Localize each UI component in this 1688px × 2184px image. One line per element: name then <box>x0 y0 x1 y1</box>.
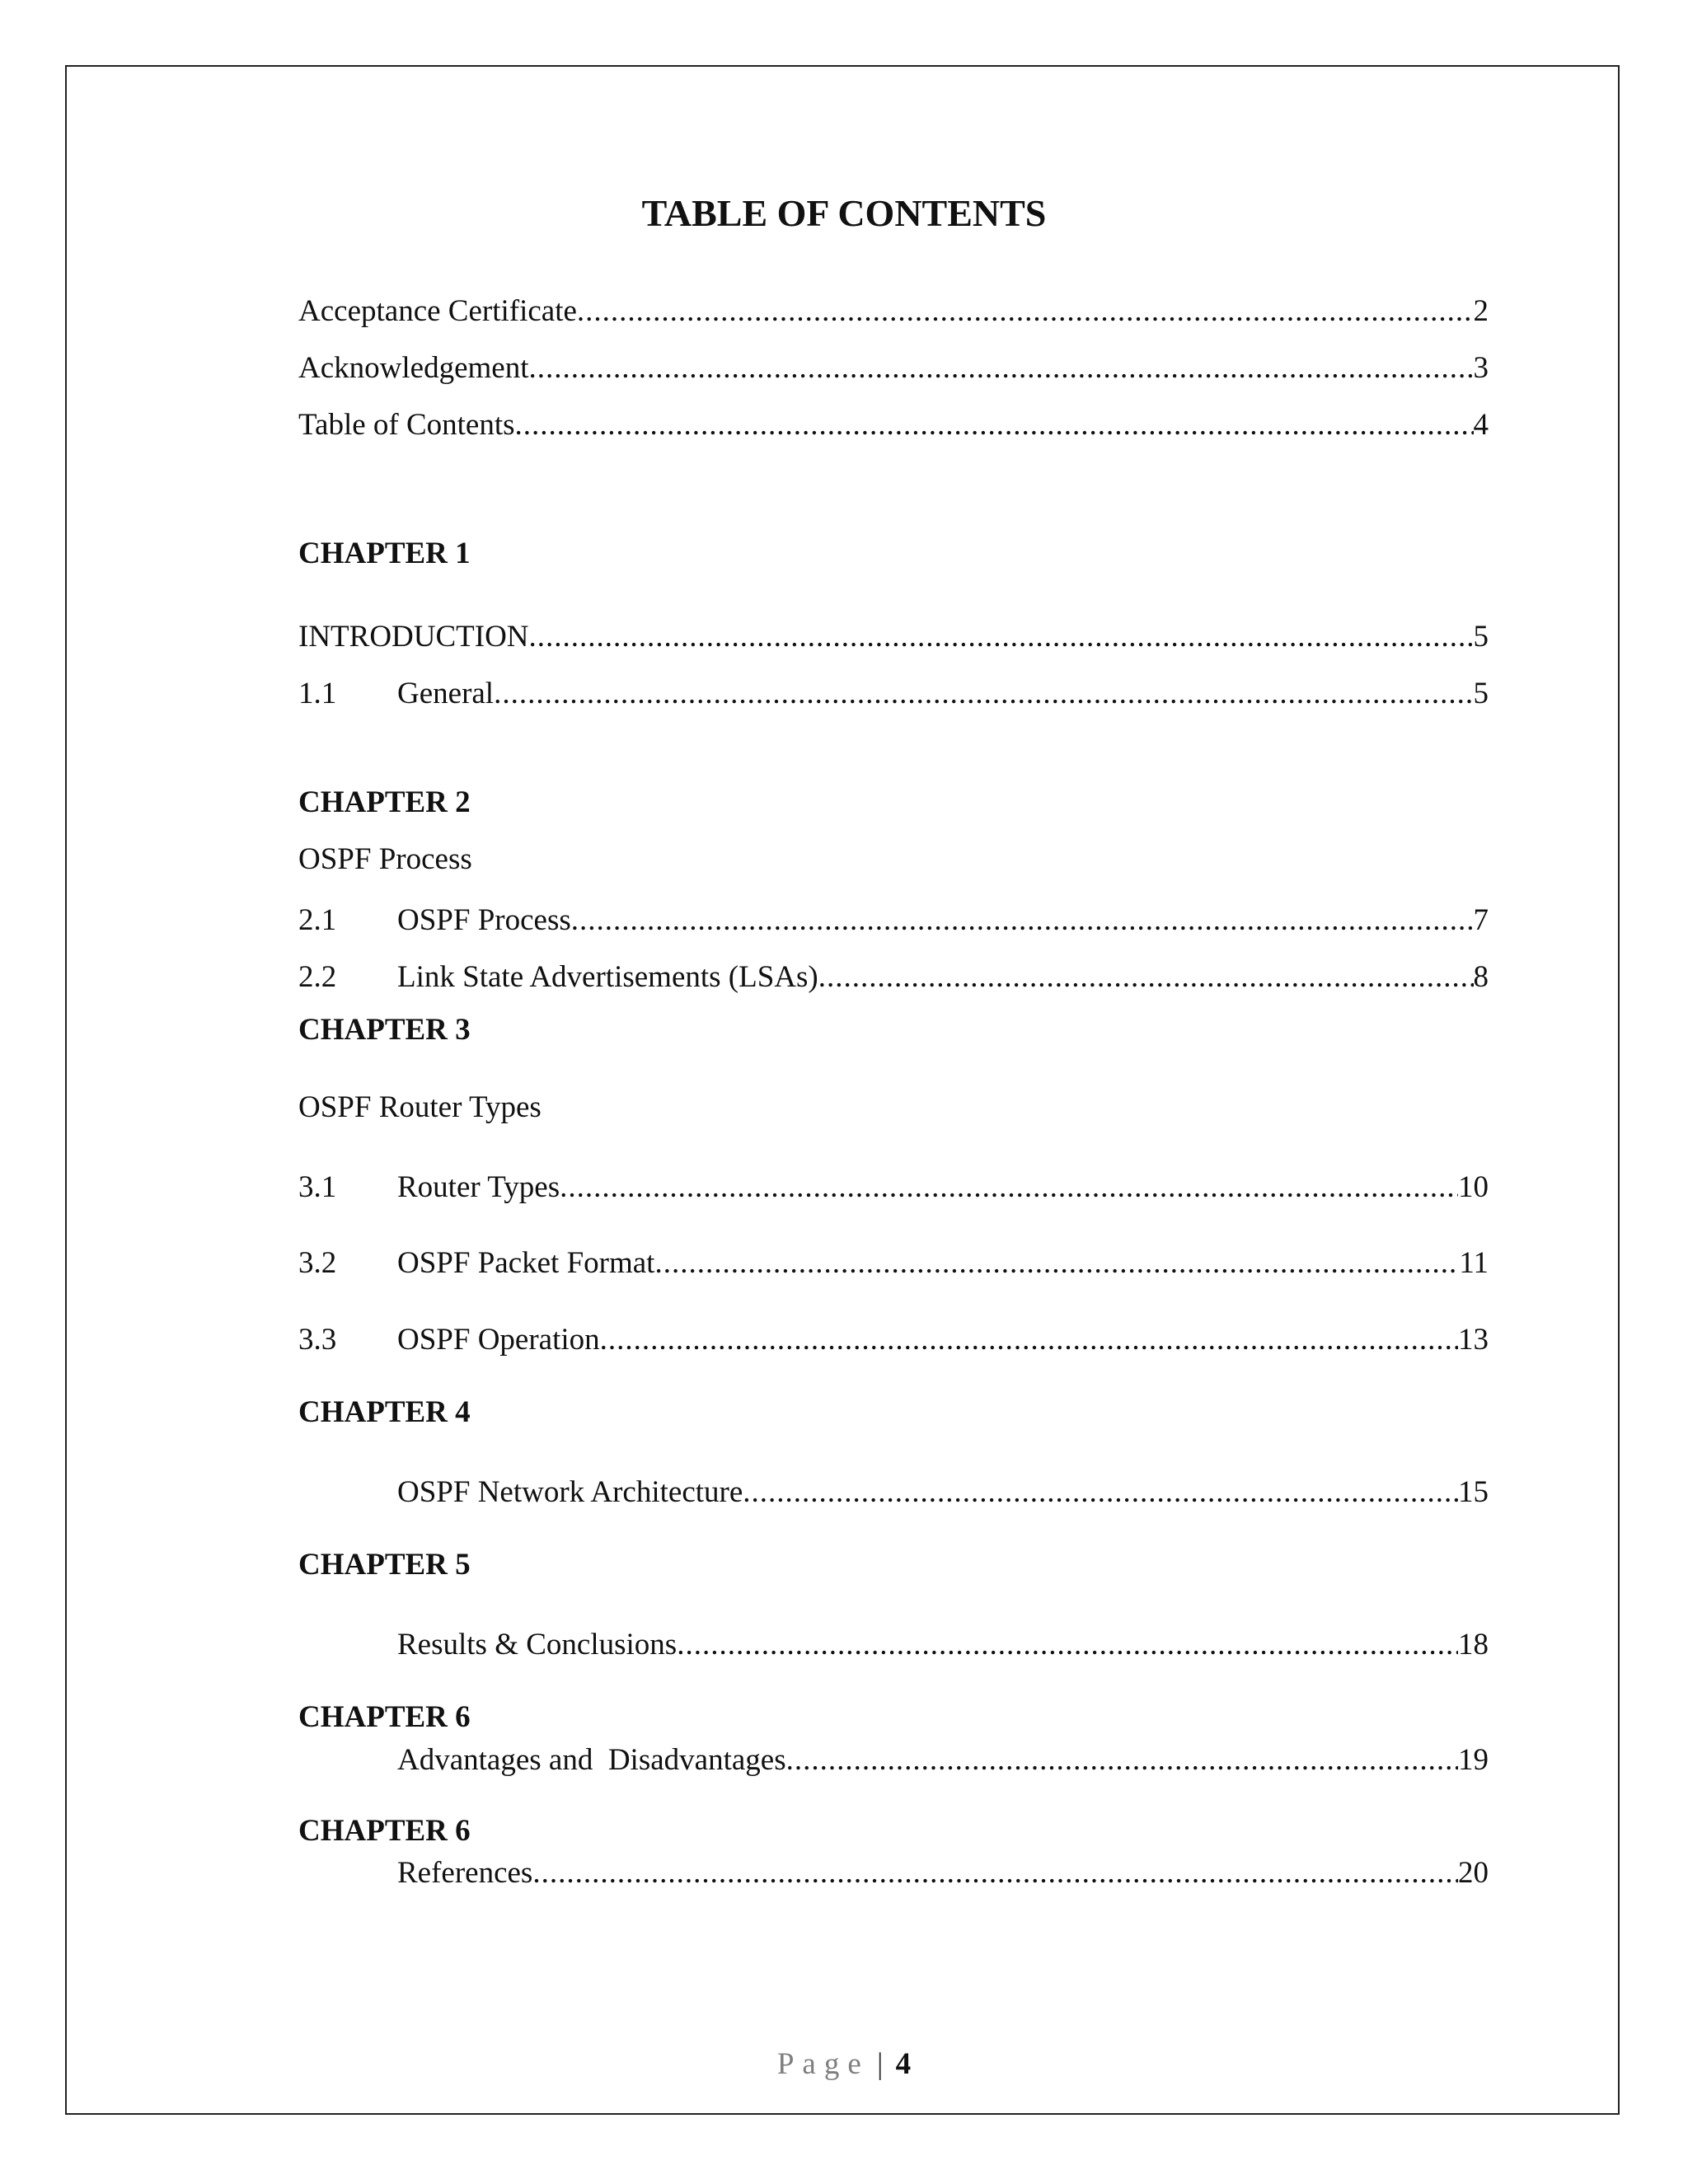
toc-entry-text: References <box>397 1856 533 1890</box>
footer-page-number: 4 <box>895 2047 912 2081</box>
toc-entry-page: 13 <box>1458 1323 1489 1357</box>
toc-entry-references[interactable] <box>397 1847 1489 1888</box>
toc-entry-page: 5 <box>1473 620 1489 654</box>
dot-leader <box>528 353 1473 383</box>
toc-entry-acknowledgement[interactable] <box>298 342 1489 383</box>
dot-leader <box>786 1745 1458 1775</box>
dot-leader <box>818 962 1474 992</box>
toc-entry-page: 3 <box>1473 351 1489 385</box>
section-number: 3.1 <box>298 1170 337 1204</box>
chapter-6-references-heading: CHAPTER 6 <box>298 1814 471 1848</box>
page-footer <box>0 2049 1688 2079</box>
toc-entry-text: Link State Advertisements (LSAs) <box>397 960 818 994</box>
dot-leader <box>677 1629 1458 1660</box>
toc-entry-2-2[interactable] <box>298 951 1489 992</box>
section-number: 3.2 <box>298 1246 337 1280</box>
section-number: 1.1 <box>298 677 337 710</box>
section-number: 3.3 <box>298 1323 337 1357</box>
dot-leader <box>577 296 1474 326</box>
section-number: 2.2 <box>298 960 337 994</box>
dot-leader <box>494 678 1473 709</box>
chapter-2-heading: CHAPTER 2 <box>298 785 471 819</box>
toc-entry-page: 5 <box>1473 677 1489 710</box>
dot-leader <box>571 905 1474 935</box>
toc-entry-2-1[interactable] <box>298 894 1489 935</box>
dot-leader <box>532 1858 1458 1888</box>
chapter-2-subtitle: OSPF Process <box>298 842 472 876</box>
toc-entry-text: Acknowledgement <box>298 351 529 385</box>
dot-leader <box>743 1477 1458 1507</box>
chapter-1-heading: CHAPTER 1 <box>298 537 471 570</box>
section-number: 2.1 <box>298 903 337 937</box>
toc-entry-page: 11 <box>1459 1246 1489 1280</box>
toc-entry-text: INTRODUCTION <box>298 620 529 654</box>
dot-leader <box>600 1324 1458 1355</box>
toc-entry-page: 2 <box>1473 294 1489 328</box>
footer-page-label: Page <box>776 2047 870 2081</box>
toc-entry-text: Router Types <box>397 1170 560 1204</box>
toc-entry-text: OSPF Network Architecture <box>397 1475 743 1509</box>
toc-entry-table-of-contents[interactable] <box>298 399 1489 440</box>
toc-entry-page: 10 <box>1458 1170 1489 1204</box>
dot-leader <box>560 1172 1458 1202</box>
footer-separator: | <box>877 2047 884 2081</box>
toc-entry-text: OSPF Operation <box>397 1323 600 1357</box>
toc-title: TABLE OF CONTENTS <box>641 192 1047 234</box>
toc-entry-text: General <box>397 677 495 710</box>
toc-entry-text: Advantages and Disadvantages <box>397 1743 786 1777</box>
chapter-6-heading: CHAPTER 6 <box>298 1700 471 1734</box>
toc-entry-3-3[interactable] <box>298 1314 1489 1355</box>
toc-entry-text: OSPF Process <box>397 903 571 937</box>
toc-entry-text: Results & Conclusions <box>397 1628 678 1661</box>
toc-entry-acceptance-certificate[interactable] <box>298 285 1489 326</box>
chapter-3-subtitle: OSPF Router Types <box>298 1090 542 1124</box>
toc-entry-page: 15 <box>1458 1475 1489 1509</box>
toc-entry-3-2[interactable] <box>298 1237 1489 1278</box>
toc-entry-results-conclusions[interactable] <box>397 1619 1489 1660</box>
toc-entry-text: Acceptance Certificate <box>298 294 577 328</box>
chapter-4-heading: CHAPTER 4 <box>298 1395 471 1429</box>
toc-entry-page: 4 <box>1473 408 1489 442</box>
dot-leader <box>529 621 1474 652</box>
dot-leader <box>515 410 1474 440</box>
toc-entry-advantages-disadvantages[interactable] <box>397 1734 1489 1775</box>
toc-entry-3-1[interactable] <box>298 1161 1489 1202</box>
toc-entry-network-architecture[interactable] <box>397 1466 1489 1507</box>
toc-entry-page: 18 <box>1458 1628 1489 1661</box>
toc-entry-page: 8 <box>1473 960 1489 994</box>
toc-entry-text: OSPF Packet Format <box>397 1246 655 1280</box>
toc-entry-page: 20 <box>1458 1856 1489 1890</box>
toc-entry-1-1[interactable] <box>298 668 1489 709</box>
toc-entry-introduction[interactable] <box>298 611 1489 652</box>
chapter-5-heading: CHAPTER 5 <box>298 1548 471 1582</box>
toc-entry-page: 7 <box>1473 903 1489 937</box>
toc-entry-page: 19 <box>1458 1743 1489 1777</box>
chapter-3-heading: CHAPTER 3 <box>298 1013 471 1047</box>
toc-entry-text: Table of Contents <box>298 408 515 442</box>
dot-leader <box>654 1248 1459 1278</box>
